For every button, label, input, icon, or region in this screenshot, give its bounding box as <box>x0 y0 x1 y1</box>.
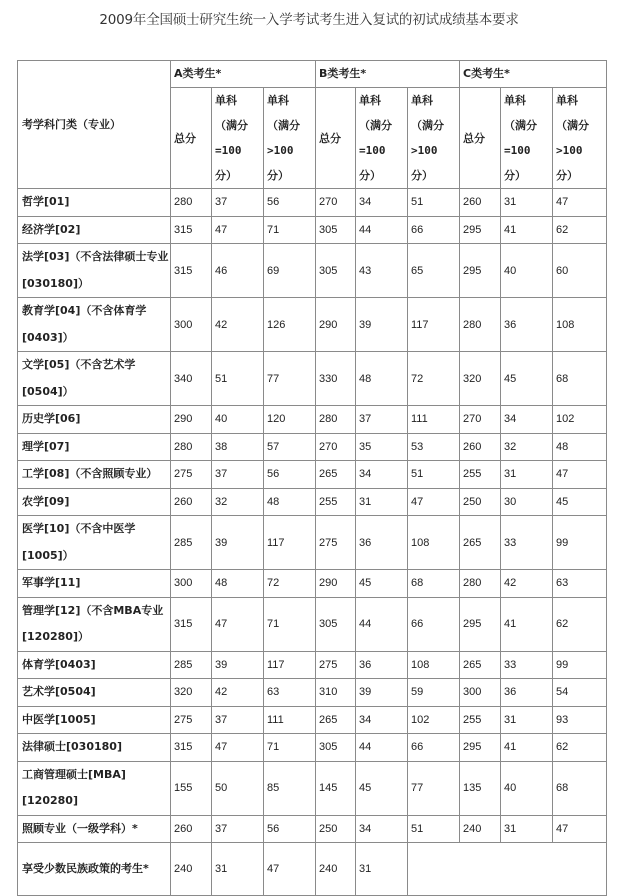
score-cell: 265 <box>460 516 501 570</box>
category-cell: 中医学[1005] <box>18 706 171 734</box>
table-row <box>18 352 607 406</box>
score-cell: 37 <box>212 189 264 217</box>
score-cell: 31 <box>501 461 553 489</box>
table-row <box>18 488 607 516</box>
score-cell: 315 <box>171 244 212 298</box>
score-cell: 51 <box>408 815 460 843</box>
category-cell: 享受少数民族政策的考生* <box>18 843 171 896</box>
score-cell: 31 <box>356 843 408 896</box>
category-cell: 军事学[11] <box>18 570 171 598</box>
score-cell: 33 <box>501 516 553 570</box>
score-cell: 47 <box>553 461 607 489</box>
score-cell: 145 <box>316 761 356 815</box>
score-cell: 72 <box>264 570 316 598</box>
score-cell: 47 <box>212 734 264 762</box>
category-cell: 法律硕士[030180] <box>18 734 171 762</box>
single-subject-eq100-header: 单科 （满分 =100 分） <box>212 88 264 189</box>
score-cell: 260 <box>171 488 212 516</box>
total-score-header: 总分 <box>171 88 212 189</box>
score-cell: 45 <box>356 570 408 598</box>
score-cell: 36 <box>356 516 408 570</box>
score-cell: 46 <box>212 244 264 298</box>
score-cell: 270 <box>316 189 356 217</box>
group-header-b: B类考生* <box>316 61 460 88</box>
score-cell: 36 <box>501 298 553 352</box>
table-row <box>18 433 607 461</box>
score-cell: 45 <box>553 488 607 516</box>
score-cell: 290 <box>171 406 212 434</box>
score-cell: 47 <box>553 189 607 217</box>
score-requirements-table <box>17 60 607 896</box>
score-cell: 42 <box>501 570 553 598</box>
category-cell: 管理学[12]（不含MBA专业[120280]） <box>18 597 171 651</box>
score-cell: 37 <box>356 406 408 434</box>
score-cell: 340 <box>171 352 212 406</box>
score-cell: 93 <box>553 706 607 734</box>
score-cell: 155 <box>171 761 212 815</box>
score-cell: 99 <box>553 651 607 679</box>
table-row <box>18 570 607 598</box>
score-cell: 250 <box>316 815 356 843</box>
category-header: 考学科门类（专业） <box>18 61 171 189</box>
score-cell: 260 <box>460 189 501 217</box>
score-cell: 285 <box>171 516 212 570</box>
table-row <box>18 651 607 679</box>
score-cell: 32 <box>501 433 553 461</box>
score-cell: 31 <box>212 843 264 896</box>
table-row <box>18 406 607 434</box>
score-cell: 47 <box>553 815 607 843</box>
score-cell: 120 <box>264 406 316 434</box>
score-cell: 45 <box>356 761 408 815</box>
score-cell: 51 <box>408 461 460 489</box>
score-cell: 77 <box>408 761 460 815</box>
score-cell: 31 <box>501 189 553 217</box>
score-cell: 42 <box>212 679 264 707</box>
score-cell: 320 <box>171 679 212 707</box>
score-cell: 63 <box>553 570 607 598</box>
score-cell: 35 <box>356 433 408 461</box>
score-cell: 102 <box>408 706 460 734</box>
score-cell: 40 <box>501 244 553 298</box>
score-cell: 43 <box>356 244 408 298</box>
score-cell: 36 <box>501 679 553 707</box>
score-cell: 38 <box>212 433 264 461</box>
category-cell: 艺术学[0504] <box>18 679 171 707</box>
score-cell: 305 <box>316 216 356 244</box>
score-cell: 240 <box>171 843 212 896</box>
score-cell: 295 <box>460 597 501 651</box>
score-cell: 85 <box>264 761 316 815</box>
table-row <box>18 815 607 843</box>
score-cell: 126 <box>264 298 316 352</box>
score-cell: 260 <box>460 433 501 461</box>
score-cell: 34 <box>501 406 553 434</box>
score-cell: 290 <box>316 570 356 598</box>
score-cell: 330 <box>316 352 356 406</box>
table-row <box>18 761 607 815</box>
page-title: 2009年全国硕士研究生统一入学考试考生进入复试的初试成绩基本要求 <box>99 12 519 28</box>
score-cell: 77 <box>264 352 316 406</box>
score-cell: 117 <box>264 516 316 570</box>
score-cell: 39 <box>356 298 408 352</box>
category-cell: 法学[03]（不含法律硕士专业[030180]） <box>18 244 171 298</box>
score-cell: 280 <box>316 406 356 434</box>
score-cell: 47 <box>212 216 264 244</box>
score-cell: 54 <box>553 679 607 707</box>
score-cell: 315 <box>171 216 212 244</box>
score-cell: 66 <box>408 734 460 762</box>
score-cell: 39 <box>212 651 264 679</box>
score-cell: 44 <box>356 597 408 651</box>
score-cell: 44 <box>356 216 408 244</box>
score-cell: 250 <box>460 488 501 516</box>
score-cell: 65 <box>408 244 460 298</box>
score-cell: 310 <box>316 679 356 707</box>
table-row <box>18 516 607 570</box>
group-header-c: C类考生* <box>460 61 607 88</box>
score-cell: 48 <box>553 433 607 461</box>
score-cell: 57 <box>264 433 316 461</box>
total-score-header: 总分 <box>460 88 501 189</box>
score-cell: 71 <box>264 734 316 762</box>
score-cell: 32 <box>212 488 264 516</box>
score-cell: 63 <box>264 679 316 707</box>
score-cell: 260 <box>171 815 212 843</box>
score-cell: 42 <box>212 298 264 352</box>
score-cell: 300 <box>460 679 501 707</box>
category-cell: 体育学[0403] <box>18 651 171 679</box>
category-cell: 文学[05]（不含艺术学[0504]） <box>18 352 171 406</box>
score-cell: 41 <box>501 734 553 762</box>
table-body <box>18 189 607 896</box>
table-row <box>18 244 607 298</box>
score-cell: 37 <box>212 706 264 734</box>
score-cell: 315 <box>171 597 212 651</box>
score-cell: 48 <box>212 570 264 598</box>
category-cell: 教育学[04]（不含体育学[0403]） <box>18 298 171 352</box>
score-cell: 71 <box>264 597 316 651</box>
table-row <box>18 298 607 352</box>
score-cell: 270 <box>460 406 501 434</box>
score-cell: 117 <box>408 298 460 352</box>
score-cell: 56 <box>264 189 316 217</box>
group-header-a: A类考生* <box>171 61 316 88</box>
category-cell: 历史学[06] <box>18 406 171 434</box>
score-cell: 99 <box>553 516 607 570</box>
score-cell: 34 <box>356 815 408 843</box>
score-cell: 66 <box>408 216 460 244</box>
single-subject-eq100-header: 单科 （满分 =100 分） <box>356 88 408 189</box>
score-cell: 300 <box>171 298 212 352</box>
table-row <box>18 189 607 217</box>
score-cell: 295 <box>460 244 501 298</box>
score-cell: 68 <box>553 761 607 815</box>
score-cell: 69 <box>264 244 316 298</box>
score-cell: 66 <box>408 597 460 651</box>
score-cell: 31 <box>501 706 553 734</box>
single-subject-gt100-header: 单科 （满分 >100 分） <box>264 88 316 189</box>
score-cell: 47 <box>212 597 264 651</box>
score-cell: 108 <box>408 651 460 679</box>
score-cell: 47 <box>408 488 460 516</box>
score-cell: 111 <box>264 706 316 734</box>
score-cell: 275 <box>316 651 356 679</box>
score-cell: 255 <box>316 488 356 516</box>
score-cell: 255 <box>460 706 501 734</box>
score-cell: 30 <box>501 488 553 516</box>
score-cell: 280 <box>460 298 501 352</box>
score-cell: 51 <box>212 352 264 406</box>
table-row <box>18 843 607 896</box>
score-cell: 305 <box>316 734 356 762</box>
score-cell: 72 <box>408 352 460 406</box>
score-cell: 240 <box>460 815 501 843</box>
score-cell: 39 <box>212 516 264 570</box>
score-cell: 280 <box>460 570 501 598</box>
score-cell: 40 <box>501 761 553 815</box>
score-cell: 47 <box>264 843 316 896</box>
score-cell: 53 <box>408 433 460 461</box>
score-cell: 265 <box>316 461 356 489</box>
score-cell: 34 <box>356 461 408 489</box>
score-cell: 135 <box>460 761 501 815</box>
score-cell: 62 <box>553 734 607 762</box>
score-cell: 33 <box>501 651 553 679</box>
table-row <box>18 216 607 244</box>
score-cell: 305 <box>316 597 356 651</box>
score-cell: 320 <box>460 352 501 406</box>
score-cell: 59 <box>408 679 460 707</box>
score-cell: 50 <box>212 761 264 815</box>
score-cell: 295 <box>460 216 501 244</box>
category-cell: 理学[07] <box>18 433 171 461</box>
table-row <box>18 706 607 734</box>
score-cell: 34 <box>356 189 408 217</box>
score-cell: 56 <box>264 461 316 489</box>
table-row <box>18 734 607 762</box>
score-cell: 280 <box>171 433 212 461</box>
score-cell: 68 <box>408 570 460 598</box>
score-cell: 290 <box>316 298 356 352</box>
score-cell: 48 <box>356 352 408 406</box>
single-subject-gt100-header: 单科 （满分 >100 分） <box>553 88 607 189</box>
score-cell: 71 <box>264 216 316 244</box>
score-cell: 265 <box>316 706 356 734</box>
score-cell: 275 <box>316 516 356 570</box>
score-cell: 270 <box>316 433 356 461</box>
score-cell: 44 <box>356 734 408 762</box>
score-cell: 285 <box>171 651 212 679</box>
score-cell: 295 <box>460 734 501 762</box>
score-cell: 56 <box>264 815 316 843</box>
category-cell: 照顾专业（一级学科）* <box>18 815 171 843</box>
score-cell: 300 <box>171 570 212 598</box>
score-cell: 41 <box>501 216 553 244</box>
score-cell: 48 <box>264 488 316 516</box>
score-cell: 41 <box>501 597 553 651</box>
category-cell: 工学[08]（不含照顾专业） <box>18 461 171 489</box>
score-cell: 315 <box>171 734 212 762</box>
score-cell: 255 <box>460 461 501 489</box>
score-cell: 68 <box>553 352 607 406</box>
score-cell: 117 <box>264 651 316 679</box>
category-cell: 工商管理硕士[MBA][120280] <box>18 761 171 815</box>
score-cell: 305 <box>316 244 356 298</box>
score-cell: 36 <box>356 651 408 679</box>
score-cell <box>408 843 607 896</box>
category-cell: 医学[10]（不含中医学[1005]） <box>18 516 171 570</box>
score-cell: 37 <box>212 461 264 489</box>
single-subject-eq100-header: 单科 （满分 =100 分） <box>501 88 553 189</box>
total-score-header: 总分 <box>316 88 356 189</box>
category-cell: 农学[09] <box>18 488 171 516</box>
score-cell: 108 <box>408 516 460 570</box>
score-cell: 40 <box>212 406 264 434</box>
category-cell: 哲学[01] <box>18 189 171 217</box>
category-cell: 经济学[02] <box>18 216 171 244</box>
score-cell: 34 <box>356 706 408 734</box>
score-cell: 275 <box>171 461 212 489</box>
table-row <box>18 597 607 651</box>
score-cell: 108 <box>553 298 607 352</box>
single-subject-gt100-header: 单科 （满分 >100 分） <box>408 88 460 189</box>
score-cell: 275 <box>171 706 212 734</box>
score-cell: 51 <box>408 189 460 217</box>
score-cell: 111 <box>408 406 460 434</box>
score-cell: 60 <box>553 244 607 298</box>
score-cell: 102 <box>553 406 607 434</box>
score-cell: 280 <box>171 189 212 217</box>
score-cell: 39 <box>356 679 408 707</box>
score-cell: 37 <box>212 815 264 843</box>
score-cell: 31 <box>501 815 553 843</box>
score-cell: 45 <box>501 352 553 406</box>
score-cell: 62 <box>553 216 607 244</box>
score-cell: 265 <box>460 651 501 679</box>
score-cell: 240 <box>316 843 356 896</box>
table-row <box>18 461 607 489</box>
table-row <box>18 679 607 707</box>
score-cell: 31 <box>356 488 408 516</box>
score-cell: 62 <box>553 597 607 651</box>
